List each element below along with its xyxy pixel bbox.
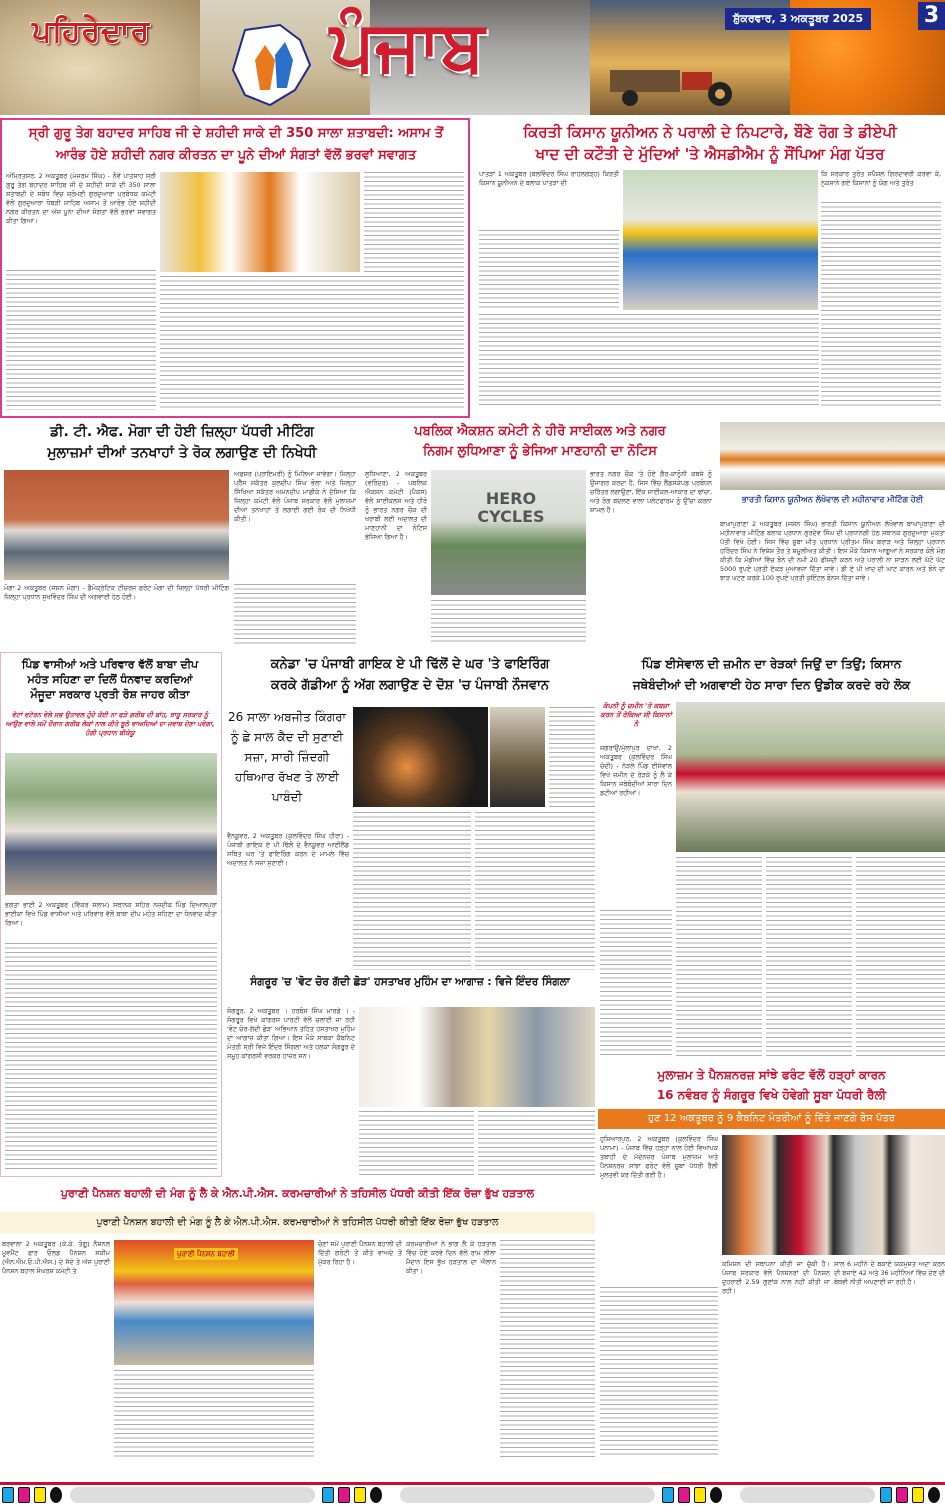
article-front-rally	[598, 1065, 945, 1460]
headline-line: ਕਿਰਤੀ ਕਿਸਾਨ ਯੂਨੀਅਨ ਨੇ ਪਰਾਲੀ ਦੇ ਨਿਪਟਾਰੇ, ਬੌਣੇ ਰੋਗ ਤੇ ਡੀਏਪੀ	[523, 123, 897, 141]
color-registration-mark	[880, 1487, 940, 1503]
article-body-text: ਕਮਿਸ਼ਨ ਦੀ ਸਥਾਪਨਾ ਕੀਤੀ ਜਾ ਚੁੱਕੀ ਹੈ। ਪੰਜਾਬ ਸਰਕਾਰ ਵੱਲੋਂ ਪੈਨਸ਼ਨਰਾਂ ਦੀ ਪੈਨਸ਼ਨ ਦੁਹਰਾਈ 2.59 ਗੁਣਾਂਕ ਨਾਲ ਨਹੀਂ ਕੀਤੀ ਜਾ ਰਹੀ।	[722, 1260, 830, 1295]
article-subhead: 26 ਸਾਲਾ ਅਬਜੀਤ ਕਿੰਗਰਾ ਨੂੰ ਛੇ ਸਾਲ ਕੈਦ ਦੀ ਸੁਣਾਈ ਸਜ਼ਾ, ਸਾਰੀ ਜ਼ਿੰਦਗੀ ਹਥਿਆਰ ਰੱਖਣ ਤੇ ਲਾਈ ਪਾਬੰਦੀ	[228, 710, 346, 804]
headline-line: ਕਨੇਡਾ 'ਚ ਪੰਜਾਬੀ ਗਾਇਕ ਏ ਪੀ ਢਿੱਲੋਂ ਦੇ ਘਰ 'ਤੇ ਫਾਇਰਿੰਗ	[270, 657, 550, 672]
article-body-text	[114, 1370, 314, 1460]
photo-village-gathering	[5, 753, 217, 895]
headline-line: ਸ੍ਰੀ ਗੁਰੂ ਤੇਗ ਬਹਾਦਰ ਸਾਹਿਬ ਜੀ ਦੇ ਸ਼ਹੀਦੀ ਸਾਕੇ ਦੀ 350 ਸਾਲਾ ਸ਼ਤਾਬਦੀ: ਅਸਾਮ ਤੋਂ	[28, 126, 444, 141]
article-body-text	[6, 270, 156, 410]
headline-line: ਮਹੰਤ ਸਹਿਣਾ ਦਾ ਦਿਲੋਂ ਧੰਨਵਾਦ ਕਰਦਿਆਂ	[27, 673, 193, 686]
article-body-text	[234, 584, 356, 644]
photo-bku-meeting	[720, 422, 945, 490]
article-body-text: ਕਰਮਚਾਰੀਆਂ ਨੇ ਭਾਗ ਲੈ ਕੇ ਹੜਤਾਲ ਵਿੱਚ ਹੋਏ ਕਰਵੇ ਦਿਨ ਵੱਲੋਂ ਰਾਮ ਲੀਲਾ ਮੈਦਾਨ ਇਸ ਭੁੱਖ ਹੜਤਾਲ ਦਾ ਐਲਾਨ ਕੀਤਾ।	[406, 1240, 496, 1275]
headline[interactable]: ਪੁਰਾਣੀ ਪੈਨਸ਼ਨ ਬਹਾਲੀ ਦੀ ਮੰਗ ਨੂੰ ਲੈ ਕੇ ਐਨ.ਪੀ.ਐਸ. ਕਰਮਚਾਰੀਆਂ ਨੇ ਤਹਿਸੀਲ ਪੱਧਰੀ ਕੀਤੀ ਇੱਕ ਰੋਜ਼ਾ ਭੁੱਖ ਹੜਤਾਲ	[60, 1187, 535, 1200]
article-body-text: ਸਾਲ 6 ਮਹੀਨੇ ਦੇ ਬਕਾਏ ਯਕਮੁਸ਼ਤ ਅਦਾ ਕਰਨ ਦੀ ਬਜਾਏ 42 ਅਤੇ 36 ਮਹੀਨਿਆਂ ਵਿੱਚ ਦੇਣ ਦੀ ਬੇਥਵੀ ਨੀਤੀ ਅਪਣਾਈ ਜਾ ਰਹੀ ਹੈ।	[834, 1260, 945, 1286]
article-banner: ਹੁਣ 12 ਅਕਤੂਬਰ ਨੂੰ 9 ਕੈਬਨਿਟ ਮੰਤਰੀਆਂ ਨੂੰ ਦਿੱਤੇ ਜਾਣਗੇ ਰੋਸ ਪੱਤਰ	[598, 1109, 945, 1129]
article-kirti-kisan	[475, 118, 945, 418]
headline-line: ਕਰਕੇ ਗੱਡੀਆ ਨੂੰ ਅੱਗ ਲਗਾਉਣ ਦੇ ਦੋਸ਼ 'ਚ ਪੰਜਾਬੀ ਨੌਜਵਾਨ	[271, 678, 549, 693]
headline[interactable]	[6, 123, 466, 167]
article-dateline: ਬਰਵਾਲਾ 2 ਅਕਤੂਬਰ (ਕੇ.ਕੇ. ਤੰਗੂ) ਨੈਸ਼ਨਲ ਮੂਵਮੈਂਟ ਫਾਰ ਓਲਡ ਪੈਨਸ਼ਨ ਸਕੀਮ (ਐਨ.ਐਮ.ਓ.ਪੀ.ਐਸ.) ਦੇ ਸੱਦੇ ਤੇ ਅੱਜ ਪੁਰਾਣੀ ਪੈਨਸ਼ਨ ਬਹਾਲ ਸੰਘਰਸ਼ ਕਮੇਟੀ ਤੇ	[2, 1240, 110, 1275]
headline-line: ਖਾਦ ਦੀ ਕਟੌਤੀ ਦੇ ਮੁੱਦਿਆਂ 'ਤੇ ਐਸਡੀਐਮ ਨੂੰ ਸੌਂਪਿਆ ਮੰਗ ਪੱਤਰ	[535, 145, 885, 163]
registration-bar	[70, 1487, 315, 1503]
headline[interactable]	[225, 654, 595, 696]
hero-cycles-sign-text: HERO CYCLES	[477, 489, 545, 526]
photo-dtf-meeting	[4, 470, 229, 580]
headline[interactable]	[3, 657, 217, 702]
article-body-text: ਅਫਸਰ (ਪ੍ਰਾਇਮਰੀ) ਨੂੰ ਮਿਲਿਆ ਜਾਵੇਗਾ। ਜ਼ਿਲ੍ਹਾ ਪ੍ਰੈੱਸ ਸਕੱਤਰ ਕੁਲਦੀਪ ਸਿੰਘ ਭੋਲਾ ਅਤੇ ਜ਼ਿਲ੍ਹਾ ਸਿੱਖਿਆ ਸਕੱਤਰ ਅਮਨਦੀਪ ਮਾਛੀਕੇ ਨੇ ਦੱਸਿਆ ਕਿ ਜ਼ਿਲ੍ਹਾ ਕਮੇਟੀ ਵੱਲੋਂ ਪੰਜਾਬ ਸਰਕਾਰ ਵੱਲੋਂ ਮੁਲਾਜ਼ਮਾਂ ਦੀਆਂ ਤਨਖਾਹਾਂ ਤੇ ਲਗਾਈ ਗਈ ਰੋਕ ਦੀ ਨਿਖੇਧੀ ਕੀਤੀ।	[234, 470, 356, 523]
headline-line: ਮੌਜੂਦਾ ਸਰਕਾਰ ਪ੍ਰਤੀ ਰੋਸ਼ ਜਾਹਰ ਕੀਤਾ	[30, 688, 190, 701]
article-kicker: ਵੋਟਾਂ ਵਟੋਰਨ ਵੇਲੇ ਸਭ ਉਤਾਵਲ ਹੁੰਦੇ ਕੋਈ ਨਾ ਫੜੇ ਗਰੀਬ ਦੀ ਬਾਂਹ, ਝਾੜੂ ਸਰਕਾਰ ਨੂੰ ਆਉਣ ਵਾਲੇ ਸਮੇਂ ਦੌਰਾਨ ਗਰੀਬ ਲੋਕਾਂ ਨਾਲ ਕੀਤੇ ਝੂਠੇ ਵਾਅਦਿਆਂ ਦਾ ਜਵਾਬ ਦੇਣਾ ਪਵੇਗਾ, ਹੰਗੀ ਪ੍ਰਧਾਨ ਬੀਕੇਯੂ	[5, 711, 215, 737]
color-registration-mark	[322, 1487, 382, 1503]
article-body-text: ਕਿ ਸਰਕਾਰ ਤੁਰੰਤ ਸਪੈਸ਼ਲ ਗਿਰਦਾਵਰੀ ਕਰਵਾ ਕੇ, ਨੁਕਸਾਨੇ ਗਏ ਕਿਸਾਨਾਂ ਨੂੰ ਯੋਗ ਅਤੇ ਤੁਰੰਤ	[821, 170, 941, 187]
article-dateline: ਲੁਧਿਆਣਾ, 2 ਅਕਤੂਬਰ (ਵਰਿੰਦਰ) - ਪਬਲਿਕ ਐਕਸ਼ਨ ਕਮੇਟੀ (ਪੈਕਸ) ਵੱਲੋਂ ਸਾਈਕਲਸ ਅਤੇ ਹੀਰੋ ਨੂੰ ਭਾਰਤ ਨਗਰ ਚੌਕ ਦੀ ਖਰਾਬੀ ਲਈ ਅਦਾਲਤ ਦੀ ਮਾਣਹਾਨੀ ਦਾ ਨੋਟਿਸ ਭੇਜਿਆ ਗਿਆ ਹੈ।	[365, 470, 427, 541]
article-bku-lakhowal	[720, 422, 945, 647]
article-body-text	[856, 857, 945, 1057]
article-body-text	[600, 910, 672, 1057]
photo-caption: ਭਾਰਤੀ ਕਿਸਾਨ ਯੂਨੀਅਨ ਲੱਖੋਵਾਲ ਦੀ ਮਹੀਨਾਵਾਰ ਮੀਟਿੰਗ ਹੋਈ	[741, 495, 924, 504]
registration-bar	[740, 1487, 875, 1503]
photo-video-call	[722, 1135, 945, 1255]
photo-nagar-kirtan	[160, 172, 360, 272]
color-registration-mark	[662, 1487, 722, 1503]
article-dateline: ਪਾਤੜਾਂ 1 ਅਕਤੂਬਰ (ਬਲਵਿੰਦਰ ਸਿੰਘ ਰਾਹਲਗੜ੍ਹ) ਕਿਰਤੀ ਕਿਸਾਨ ਯੂਨੀਅਨ ਦੇ ਬਲਾਕ ਪਾਤੜਾਂ ਦੀ	[479, 170, 619, 187]
article-body-text	[600, 1287, 718, 1457]
subheadline: ਪੁਰਾਣੀ ਪੈਨਸ਼ਨ ਬਹਾਲੀ ਦੀ ਮੰਗ ਨੂੰ ਲੈ ਕੇ ਐਨ.ਪੀ.ਐਸ. ਕਰਮਚਾਰੀਆਂ ਨੇ ਤਹਿਸੀਲ ਪੱਧਰੀ ਕੀਤੀ ਇੱਕ ਰੋਜ਼ਾ ਭੁੱਖ ਹੜਤਾਲ	[0, 1212, 595, 1234]
article-body-text	[475, 812, 595, 970]
article-body-text	[676, 857, 762, 1057]
article-body-text	[478, 1111, 595, 1175]
headline[interactable]	[479, 121, 941, 165]
article-dateline: ਹੁਸ਼ਿਆਰਪੁਰ, 2 ਅਕਤੂਬਰ (ਕੁਲਵਿੰਦਰ ਸਿੰਘ ਪਨਾਮਾ) - ਪੰਜਾਬ ਵਿੱਚ ਹੜ੍ਹਾਂ ਨਾਲ ਹੋਈ ਵਿਆਪਕ ਤਬਾਹੀ ਦੇ ਮੱਦੇਨਜ਼ਰ ਪੰਜਾਬ ਮੁਲਾਜ਼ਮ ਅਤੇ ਪੈਨਸ਼ਨਰਜ਼ ਸਾਂਝਾ ਫਰੰਟ ਵੱਲੋਂ ਸੂਬਾ ਪੱਧਰੀ ਰੈਲੀ ਮੁਲਤਵੀ ਕਰ ਦਿੱਤੀ ਗਈ ਹੈ।	[600, 1135, 718, 1179]
headline[interactable]	[598, 1065, 945, 1105]
article-body-text: ਭਾਰਤ ਨਗਰ ਚੌਕ 'ਤੇ ਹੋਏ ਗੈਰ-ਕਾਨੂੰਨੀ ਕਬਜ਼ੇ ਨੂੰ ਉਜਾਗਰ ਕਰਦਾ ਹੈ, ਜਿਸ ਵਿੱਚ ਲੈਂਡਸਕੇਪਡ ਪ੍ਰਬੰਧਨ ਚਰਿੱਤਰ ਲਗਾਉਣਾ, ਇੱਕ ਸਾਈਕਲ-ਆਕਾਰ ਦਾ ਢਾਂਚਾ, ਅਤੇ ਰੰਗ ਬਦਲਣ ਵਾਲਾ ਪਲੇਟਫਾਰਮ ਨੂੰ ਉੱਚਾ ਕਰਨਾ ਸ਼ਾਮਲ ਹੈ।	[590, 470, 712, 514]
protest-banner-text: ਪੁਰਾਣੀ ਪੈਨਸ਼ਨ ਬਹਾਲੀ	[174, 1248, 238, 1260]
article-body-text: ਬਾਘਾਪੁਰਾਣਾ 2 ਅਕਤੂਬਰ (ਜਸ਼ਨ ਸਿੰਘ) ਭਾਰਤੀ ਕਿਸਾਨ ਯੂਨੀਅਨ ਲੱਖੋਵਾਲ ਬਾਘਾਪੁਰਾਣਾ ਦੀ ਮਹੀਨਾਵਾਰ ਮੀਟਿੰਗ ਬਲਾਕ ਪ੍ਰਧਾਨ ਗੁਰਦੇਵ ਸਿੰਘ ਦੀ ਪ੍ਰਧਾਨਗੀ ਹੇਠ ਸਥਾਨਕ ਗੁਰਦੁਆਰਾ ਮੁਕਤਾ ਪੱਤੀ ਵਿਖੇ ਹੋਈ। ਜਿਸ ਵਿੱਚ ਸੂਬਾ ਮੀਤ ਪ੍ਰਧਾਨ ਪ੍ਰੀਤਮ ਸਿੰਘ ਬਰਾੜ ਅਤੇ ਜ਼ਿਲ੍ਹਾ ਪ੍ਰਧਾਨ ਹਰਿੰਦਰ ਸਿੰਘ ਨੇ ਵਿਸ਼ੇਸ਼ ਤੌਰ ਤੇ ਸ਼ਮੂਲੀਅਤ ਕੀਤੀ। ਇਸ ਮੌਕੇ ਕਿਸਾਨ ਆਗੂਆਂ ਨੇ ਸਰਕਾਰ ਕੋਲੋਂ ਮੰਗ ਕੀਤੀ ਕਿ ਮੰਡੀਆਂ ਵਿੱਚ ਝੋਨੇ ਦੀ ਨਮੀ 20 ਫੀਸਦੀ ਕਰਨ ਅਤੇ ਪਰਾਲੀ ਨਾ ਸਾੜਨ ਲਈ ਘੱਟੋ ਘੱਟ 5000 ਰੁਪਏ ਪ੍ਰਤੀ ਏਕੜ ਮੁਆਵਜ਼ਾ ਦਿੱਤਾ ਜਾਵੇ। ਡੀ ਏ ਪੀ ਖਾਦ ਦੀ ਘਾਟ ਕਾਰਨ ਅਤੇ ਝੋਨੇ ਦਾ ਝਾੜ ਘਟਣ ਕਰਕੇ 100 ਰੁਪਏ ਪ੍ਰਤੀ ਕੁਇੰਟਲ ਬੋਨਸ ਦਿੱਤਾ ਜਾਵੇ।	[720, 520, 945, 582]
headline[interactable]	[365, 422, 715, 462]
article-canada-firing	[225, 652, 595, 972]
article-body-text	[364, 172, 464, 272]
headline[interactable]: ਸੰਗਰੂਰ 'ਚ 'ਵੋਟ ਚੋਰ ਗੱਦੀ ਛੋੜ' ਹਸਤਾਖਰ ਮੁਹਿੰਮ ਦਾ ਆਗਾਜ਼ : ਵਿਜੇ ਇੰਦਰ ਸਿੰਗਲਾ	[250, 976, 570, 988]
photo-farmers-protest	[676, 702, 945, 852]
article-dateline: ਜਗਰਾਉਂ/ਮੁੱਲਾਂਪੁਰ ਦਾਖਾ, 2 ਅਕਤੂਬਰ (ਕੁਲਵਿੰਦਰ ਸਿੰਘ ਚੰਦੀ) - ਨੇੜਲੇ ਪਿੰਡ ਈਸੇਵਾਲ ਵਿਖੇ ਜ਼ਮੀਨ ਦੇ ਰੇੜਕੇ ਨੂੰ ਲੈ ਕੇ ਕਿਸਾਨ ਜਥੇਬੰਦੀਆਂ ਸਾਰਾ ਦਿਨ ਡਟੀਆਂ ਰਹੀਆਂ।	[600, 744, 672, 797]
photo-house-night	[490, 707, 545, 807]
article-body-text	[5, 943, 217, 1171]
headline-line: ਡੀ. ਟੀ. ਐਫ. ਮੋਗਾ ਦੀ ਹੋਈ ਜ਼ਿਲ੍ਹਾ ਪੱਧਰੀ ਮੀਟਿੰਗ	[50, 424, 314, 440]
page-number: 3	[918, 2, 945, 30]
masthead	[0, 0, 945, 115]
article-body-text: ਚੋਣਾਂ ਸਮੇਂ ਪੁਰਾਣੀ ਪੈਨਸ਼ਨ ਬਹਾਲੀ ਦੀ ਦਿੱਤੀ ਗਰੰਟੀ ਤੋਂ ਕੀਤੇ ਵਾਅਦੇ ਤੋਂ ਮੁੱਕਰ ਰਿਹਾ ਹੈ।	[318, 1240, 402, 1266]
section-title: ਪੰਜਾਬ	[330, 5, 485, 87]
headline-line: 16 ਨਵੰਬਰ ਨੂੰ ਸੰਗਰੂਰ ਵਿਖੇ ਹੋਵੇਗੀ ਸੂਬਾ ਪੱਧਰੀ ਰੈਲੀ	[656, 1088, 887, 1102]
article-body-text	[359, 1111, 474, 1175]
article-kicker: ਕੰਪਨੀ ਨੂੰ ਜ਼ਮੀਨ 'ਤੇ ਕਬਜ਼ਾ ਕਰਨ ਤੋਂ ਰੋਕਿਆ ਸੀ ਕਿਸਾਨਾਂ ਨੇ	[600, 702, 672, 728]
footer-rule	[0, 1482, 945, 1485]
article-body-text	[766, 857, 852, 1057]
headline-line: ਪਿੰਡ ਈਸੇਵਾਲ ਦੀ ਜ਼ਮੀਨ ਦਾ ਰੇੜਕਾਂ ਜਿਉਂ ਦਾ ਤਿਉਂ; ਕਿਸਾਨ	[641, 657, 902, 671]
headline-line: ਮੁਲਾਜ਼ਮਾਂ ਦੀਆਂ ਤਨਖਾਹਾਂ ਤੇ ਰੋਕ ਲਗਾਉਣ ਦੀ ਨਿਖੇਧੀ	[47, 445, 317, 461]
article-body-text	[549, 707, 595, 807]
article-body-text	[821, 202, 941, 408]
article-nps-strike	[0, 1182, 595, 1462]
article-dateline: ਮੋਗਾ 2 ਅਕਤੂਬਰ (ਜਸ਼ਨ ਮੋਗਾ) - ਡੈਮੋਕ੍ਰੇਟਿਕ ਟੀਚਰਜ਼ ਫਰੰਟ ਮੋਗਾ ਦੀ ਜ਼ਿਲ੍ਹਾ ਪੱਧਰੀ ਮੀਟਿੰਗ ਜ਼ਿਲ੍ਹਾ ਪ੍ਰਧਾਨ ਸੁਖਵਿੰਦਰ ਸਿੰਘ ਦੀ ਅਗਵਾਈ ਹੇਠ ਹੋਈ।	[4, 584, 229, 601]
article-dateline: ਵੈਨਕੂਵਰ, 2 ਅਕਤੂਬਰ (ਕੁਲਵਿੰਦਰ ਸਿੰਘ ਹੀਰਾ) - ਪੰਜਾਬੀ ਗਾਇਕ ਏ ਪੀ ਢਿੱਲੋਂ ਦੇ ਵੈਨਕੂਵਰ ਆਈਲੈਂਡ ਸਥਿਤ ਘਰ 'ਤੇ ਫਾਇਰਿੰਗ ਕਰਨ ਦੇ ਮਾਮਲੇ ਵਿੱਚ ਅਦਾਲਤ ਨੇ ਸਜ਼ਾ ਸੁਣਾਈ।	[227, 832, 349, 867]
article-isewal	[598, 652, 945, 1062]
issue-date: ਸ਼ੁੱਕਰਵਾਰ, 3 ਅਕਤੂਬਰ 2025	[725, 8, 871, 30]
headline-line: ਪਬਲਿਕ ਐਕਸ਼ਨ ਕਮੇਟੀ ਨੇ ਹੀਰੋ ਸਾਈਕਲ ਅਤੇ ਨਗਰ	[414, 424, 666, 439]
headline-line: ਪਿੰਡ ਵਾਸੀਆਂ ਅਤੇ ਪਰਿਵਾਰ ਵੱਲੋਂ ਬਾਬਾ ਦੀਪ	[21, 658, 199, 671]
article-dateline: ਅੰਮ੍ਰਿਤਸਰ, 2 ਅਕਤੂਬਰ (ਮੇਜਰਮ ਸਿੰਘ) - ਨੌਵੇਂ ਪਾਤਸ਼ਾਹ ਸ੍ਰੀ ਗੁਰੂ ਤੇਗ ਬਹਾਦਰ ਸਾਹਿਬ ਜੀ ਦੇ ਸ਼ਹੀਦੀ ਸਾਕੇ ਦੀ 350 ਸਾਲਾ ਸ਼ਤਾਬਦੀ ਦੇ ਸਬੰਧ ਵਿਚ ਸ਼੍ਰੋਮਣੀ ਗੁਰਦੁਆਰਾ ਪ੍ਰਬੰਧਕ ਕਮੇਟੀ ਵੱਲੋਂ ਗੁਰਦੁਆਰਾ ਧੋਬੜੀ ਸਾਹਿਬ ਅਸਾਮ ਤੋਂ ਆਰੰਭ ਹੋਏ ਸ਼ਹੀਦੀ ਨਗਰ ਕੀਰਤਨ ਦਾ ਅੱਜ ਪੂਨਾ ਦੀਆਂ ਸੰਗਤਾਂ ਵੱਲੋਂ ਭਰਵਾਂ ਸਵਾਗਤ ਕੀਤਾ ਗਿਆ।	[6, 172, 156, 225]
color-registration-mark	[2, 1487, 62, 1503]
article-sangrur-congress	[225, 975, 595, 1180]
punjab-map-icon	[225, 20, 315, 110]
article-body-text	[353, 812, 471, 970]
article-body-text	[431, 600, 586, 644]
photo-burning-vehicle	[353, 707, 488, 807]
photo-hunger-strike	[114, 1240, 314, 1365]
article-hero-cycle	[365, 422, 715, 647]
photo-congress-meeting	[359, 1007, 595, 1107]
article-nagar-kirtan	[0, 118, 470, 418]
photo-kisan-union	[623, 170, 818, 310]
headline-line: ਨਿਗਮ ਲੁਧਿਆਣਾ ਨੂੰ ਭੇਜਿਆ ਮਾਣਹਾਨੀ ਦਾ ਨੋਟਿਸ	[423, 444, 657, 459]
newspaper-brand: ਪਹਿਰੇਦਾਰ	[32, 14, 151, 49]
headline-line: ਮੁਲਾਜ਼ਮ ਤੇ ਪੈਨਸ਼ਨਰਜ਼ ਸਾਂਝੇ ਫਰੰਟ ਵੱਲੋਂ ਹੜ੍ਹਾਂ ਕਾਰਨ	[657, 1068, 886, 1082]
registration-bar	[400, 1487, 655, 1503]
article-dtf-moga	[0, 422, 360, 647]
article-dateline: ਭਗਤਾ ਭਾਈ 2 ਅਕਤੂਬਰ (ਵਿੱਕਰ ਸਲਾਮ) ਸਥਾਨਕ ਸਹਿਰ ਨਜ਼ਦੀਕ ਪਿੰਡ ਦਿਆਲਪੁਰਾ ਭਾਈਕਾ ਵਿਖੇ ਪਿੰਡ ਵਾਸੀਆਂ ਅਤੇ ਪਰਿਵਾਰ ਵੱਲੋਂ ਬਾਬਾ ਦੀਪ ਮਹੰਤ ਸਹਿਣਾ ਦਾ ਧੰਨਵਾਦ ਕੀਤਾ ਗਿਆ।	[5, 901, 217, 927]
article-body-text	[500, 1240, 595, 1460]
headline-line: ਆਰੰਭ ਹੋਏ ਸ਼ਹੀਦੀ ਨਗਰ ਕੀਰਤਨ ਦਾ ਪੂਨੇ ਦੀਆਂ ਸੰਗਤਾਂ ਵੱਲੋਂ ਭਰਵਾਂ ਸਵਾਗਤ	[55, 148, 417, 163]
article-body-text	[479, 230, 619, 310]
headline[interactable]	[4, 422, 360, 464]
tractor-icon	[610, 60, 740, 108]
headline[interactable]	[598, 654, 945, 696]
article-dateline: ਸੰਗਰੂਰ, 2 ਅਕਤੂਬਰ । ਹਰਬੰਸ ਸਿੰਘ ਮਾਰਡੇ । - ਸੰਗਰੂਰ ਵਿਖੇ ਕਾਂਗਰਸ ਪਾਰਟੀ ਵੱਲੋਂ ਚਲਾਈ ਜਾ ਰਹੀ 'ਵੋਟ ਚੋਰ-ਗੱਦੀ ਛੋੜ' ਅਭਿਆਨ ਤਹਿਤ ਹਸਤਾਖਰ ਮੁਹਿੰਮ ਦਾ ਆਗਾਜ਼ ਕੀਤਾ ਗਿਆ। ਇਸ ਮੌਕੇ ਸਾਬਕਾ ਕੈਬਨਿਟ ਮੰਤਰੀ ਸ੍ਰੀ ਵਿਜੇ ਇੰਦਰ ਸਿੰਗਲਾ ਅਤੇ ਹਲਕਾ ਸੰਗਰੂਰ ਦੇ ਸਮੂਹ ਕਾਂਗਰਸੀ ਵਰਕਰ ਹਾਜ਼ਰ ਸਨ।	[227, 1007, 355, 1060]
article-body-text	[479, 314, 819, 408]
article-baba-deep	[0, 652, 222, 1177]
headline-line: ਜਥੇਬੰਦੀਆਂ ਦੀ ਅਗਵਾਈ ਹੇਠ ਸਾਰਾ ਦਿਨ ਉਡੀਕ ਕਰਦੇ ਰਹੇ ਲੋਕ	[632, 678, 911, 692]
article-body-text	[160, 276, 464, 410]
photo-hero-cycles-sign	[431, 470, 586, 595]
